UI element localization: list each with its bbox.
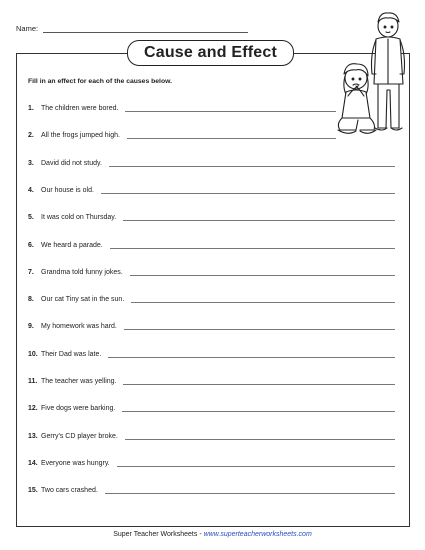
cause-row <box>28 159 395 167</box>
item-number: 10. <box>28 350 38 358</box>
item-number: 15. <box>28 487 38 495</box>
effect-answer-line[interactable] <box>130 268 395 276</box>
cause-text: The children were bored. <box>41 105 119 112</box>
footer-separator: - <box>197 531 204 538</box>
effect-answer-line[interactable] <box>125 432 395 440</box>
effect-answer-line[interactable] <box>131 295 395 303</box>
cause-row <box>28 295 395 303</box>
cause-text: David did not study. <box>41 159 102 167</box>
effect-answer-line[interactable] <box>127 131 336 139</box>
item-number: 13. <box>28 432 38 440</box>
cause-row <box>28 432 395 440</box>
item-number: 2. <box>28 132 34 140</box>
item-number: 7. <box>28 268 34 276</box>
effect-answer-line[interactable] <box>123 213 395 221</box>
cause-text: Our cat Tiny sat in the sun. <box>41 296 125 304</box>
cause-row <box>28 459 395 467</box>
cause-row <box>28 213 395 221</box>
cause-text: Five dogs were barking. <box>41 405 116 413</box>
effect-answer-line[interactable] <box>108 350 395 358</box>
cause-row <box>28 186 395 194</box>
effect-answer-line[interactable] <box>122 404 395 412</box>
cause-row <box>28 322 395 330</box>
page-title: Cause and Effect <box>127 40 294 66</box>
effect-answer-line[interactable] <box>110 241 395 249</box>
effect-answer-line[interactable] <box>124 322 395 330</box>
item-number: 14. <box>28 459 38 467</box>
cause-row <box>28 486 395 494</box>
item-number: 8. <box>28 296 34 304</box>
effect-answer-line[interactable] <box>105 486 395 494</box>
cause-text: Grandma told funny jokes. <box>41 268 123 276</box>
children-illustration-icon <box>330 6 420 146</box>
effect-answer-line[interactable] <box>101 186 395 194</box>
footer <box>0 531 425 538</box>
cause-row <box>28 131 336 139</box>
footer-brand: Super Teacher Worksheets <box>113 531 198 538</box>
cause-row <box>28 104 336 112</box>
effect-answer-line[interactable] <box>117 459 395 467</box>
footer-url[interactable]: www.superteacherworksheets.com <box>203 531 312 538</box>
name-field-row <box>16 24 248 33</box>
cause-row <box>28 268 395 276</box>
cause-text: All the frogs jumped high. <box>41 132 120 140</box>
cause-text: We heard a parade. <box>41 241 103 249</box>
item-number: 9. <box>28 323 34 331</box>
cause-row <box>28 350 395 358</box>
cause-text: It was cold on Thursday. <box>41 214 117 222</box>
item-number: 5. <box>28 214 34 222</box>
cause-text: Everyone was hungry. <box>41 459 110 467</box>
name-label: Name: <box>16 24 39 33</box>
item-number: 11. <box>28 378 38 385</box>
effect-answer-line[interactable] <box>109 159 395 167</box>
cause-text: Gerry's CD player broke. <box>41 432 118 440</box>
name-input-line[interactable] <box>43 24 248 33</box>
cause-text: Our house is old. <box>41 186 94 194</box>
cause-row <box>28 377 395 385</box>
item-number: 6. <box>28 241 34 249</box>
cause-text: Two cars crashed. <box>41 487 98 495</box>
cause-row <box>28 404 395 412</box>
item-number: 12. <box>28 405 38 413</box>
cause-text: Their Dad was late. <box>41 350 102 358</box>
instructions-text: Fill in an effect for each of the causes below. <box>28 78 173 85</box>
item-number: 1. <box>28 105 34 112</box>
item-number: 4. <box>28 186 34 194</box>
cause-text: My homework was hard. <box>41 323 117 331</box>
cause-row <box>28 241 395 249</box>
effect-answer-line[interactable] <box>123 377 395 385</box>
cause-text: The teacher was yelling. <box>41 378 117 385</box>
item-number: 3. <box>28 159 34 167</box>
effect-answer-line[interactable] <box>125 104 336 112</box>
